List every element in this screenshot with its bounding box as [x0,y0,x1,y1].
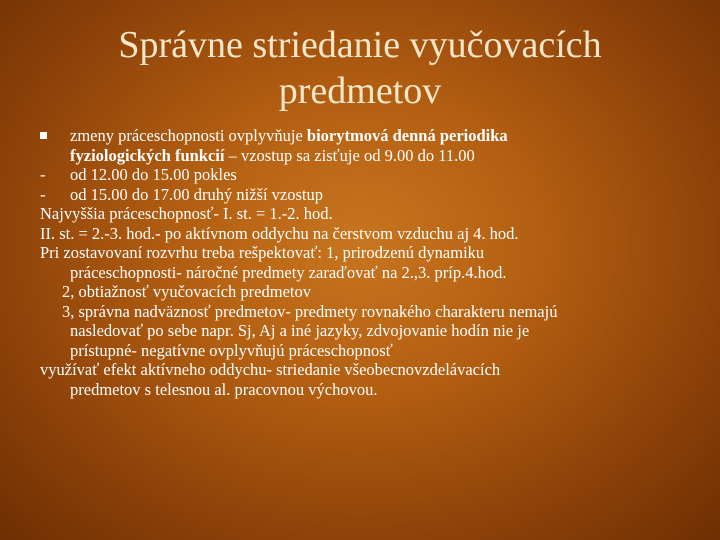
text-line: práceschopnosti- náročné predmety zaraďovať na 2.,3. príp.4.hod. [70,262,507,282]
text-line: Najvyššia práceschopnosť- I. st. = 1.-2. hod. [40,204,333,223]
text-segment: od 15.00 do 17.00 druhý nižší vzostup [70,184,323,204]
text-segment: – vzostup sa zisťuje od 9.00 do 11.00 [224,145,475,165]
text-line: využívať efekt aktívneho oddychu- striedanie všeobecnovzdelávacích [40,360,501,379]
title-line-2: predmetov [278,70,442,112]
text-line: predmetov s telesnou al. pracovnou výchovou. [70,379,378,399]
bullet-item-1 [40,126,700,146]
text-line: 3, správna nadväznosť predmetov- predmety rovnakého charakteru nemajú [62,301,558,321]
bold-text-segment: biorytmová denná periodika [306,126,508,145]
dash-bullet: - [40,184,46,204]
bullet-item-1-cont [40,146,700,166]
text-line: II. st. = 2.-3. hod.- po aktívnom oddychu na čerstvom vzduchu aj 4. hod. [40,223,519,243]
dash-item-2 [40,185,700,205]
dash-bullet: - [40,165,46,184]
slide-title [60,22,660,114]
text-line: prístupné- negatívne ovplyvňujú práceschopnosť [70,340,393,360]
text-segment: zmeny práceschopnosti ovplyvňuje [70,126,307,145]
text-line: Pri zostavovaní rozvrhu treba rešpektovať: 1, prirodzenú dynamiku [40,243,485,262]
text-line: 2, obtiažnosť vyučovacích predmetov [62,282,311,301]
square-bullet-icon [40,132,47,139]
bold-text-segment: fyziologických funkcií [70,145,225,165]
title-line-1: Správne striedanie vyučovacích [118,24,602,66]
dash-item-1 [40,165,700,185]
slide-body [40,126,700,399]
text-segment: od 12.00 do 15.00 pokles [70,165,237,184]
text-line: nasledovať po sebe napr. Sj, Aj a iné jazyky, zdvojovanie hodín nie je [70,321,530,340]
